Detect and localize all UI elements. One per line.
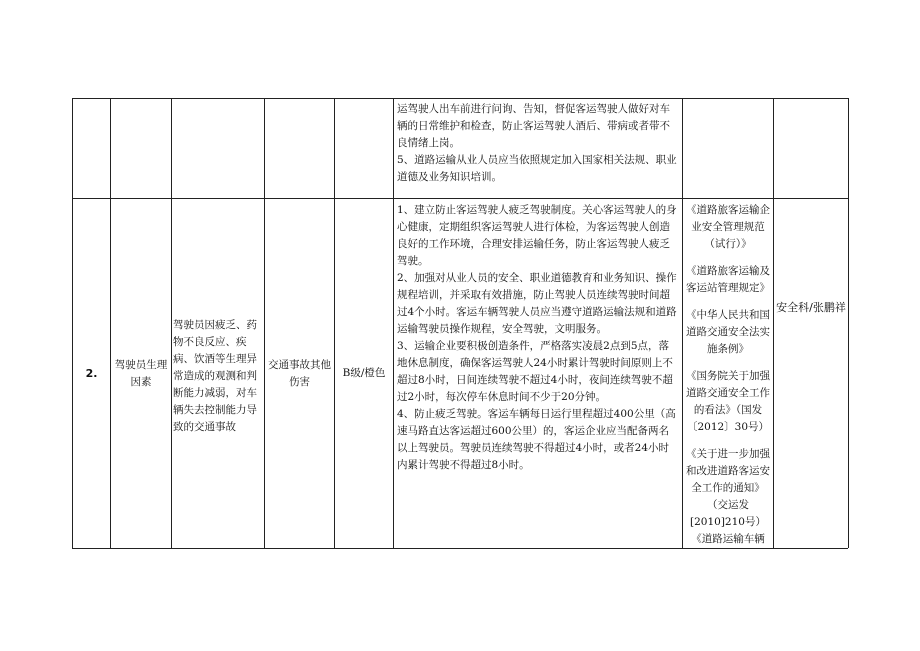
basis-item: 《道路旅客运输企业安全管理规范（试行）》: [686, 204, 770, 250]
basis-item: 《关于进一步加强和改进道路客运安全工作的通知》（交运发[2010]210号）: [686, 448, 770, 528]
risk-description: 驾驶员因疲乏、药物不良反应、疾病、饮酒等生理异常造成的观测和判断能力减弱，对车辆失去控制能力导致的交通事故: [173, 319, 257, 433]
risk-factor: 驾驶员生理因素: [114, 358, 168, 388]
basis-item: 《中华人民共和国道路交通安全法实施条例》: [686, 309, 770, 355]
risk-level: B级/橙色: [342, 367, 386, 379]
row1-measure-item: 运驾驶人出车前进行问询、告知，督促客运驾驶人做好对车辆的日常维护和检查，防止客运驾驶人酒后、带病或者带不良情绪上岗。: [397, 103, 670, 149]
row1-measures: [397, 101, 679, 186]
row-number: 2.: [85, 367, 98, 380]
measure-item: 4、防止疲乏驾驶。客运车辆每日运行里程超过400公里（高速马路直达客运超过600公里）的，客运企业应当配备两名以上驾驶员。驾驶员连续驾驶不得超过4小时，或者24小时内累计驾驶不得超过8小时。: [397, 408, 676, 471]
measure-item: 3、运输企业要积极创造条件，严格落实凌晨2点到5点，落地休息制度，确保客运驾驶人24小时累计驾驶时间原则上不超过8小时，日间连续驾驶不超过4小时，夜间连续驾驶不超过2小时，每次停车休息时间不少于20分钟。: [397, 340, 673, 403]
control-measures: [397, 202, 679, 474]
measure-item: 1、建立防止客运驾驶人疲乏驾驶制度。关心客运驾驶人的身心健康，定期组织客运驾驶人进行体检，为客运驾驶人创造良好的工作环境，合理安排运输任务，防止客运驾驶人疲乏驾驶。: [397, 204, 677, 267]
row1-measure-item: 5、道路运输从业人员应当依照规定加入国家相关法规、职业道德及业务知识培训。: [397, 154, 677, 183]
basis-item: 《国务院关于加强道路交通安全工作的看法》（国发〔2012〕30号）: [686, 370, 770, 433]
basis-item: 《道路旅客运输及客运站管理规定》: [686, 265, 770, 294]
accident-type: 交通事故其他伤害: [268, 358, 331, 388]
legal-basis: [684, 202, 772, 548]
basis-item: 《道路运输车辆: [691, 533, 765, 545]
measure-item: 2、加强对从业人员的安全、职业道德教育和业务知识、操作规程培训，并采取有效措施，防止驾驶人员连续驾驶时间超过4个小时。客运车辆驾驶人员应当遵守道路运输法规和道路运输驾驶员操作规程，安全驾驶，文明服务。: [397, 272, 677, 335]
responsible-person: 安全科/张鹏祥: [776, 301, 846, 314]
